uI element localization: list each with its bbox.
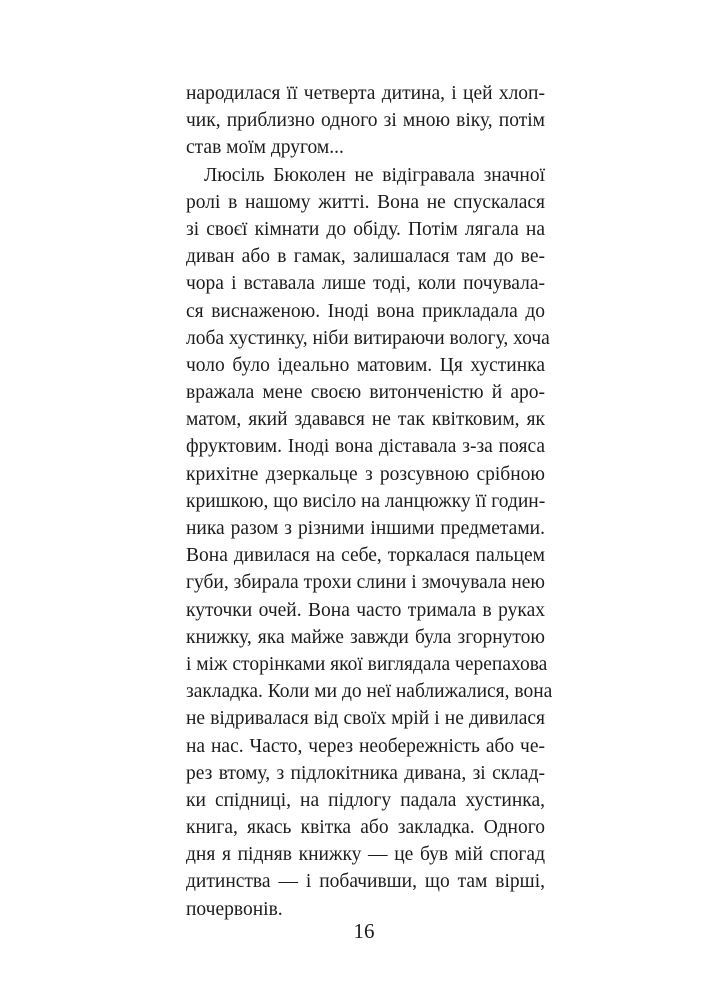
text-line: чора і вставала лише тоді, коли почувала-	[186, 273, 545, 295]
paragraph	[186, 162, 553, 923]
text-line: і між сторінками якої виглядала черепахова	[186, 653, 548, 675]
text-line: зі своєї кімнати до обіду. Потім лягала на	[186, 218, 545, 240]
text-line: ника разом з різними іншими предметами.	[186, 518, 545, 539]
text-line: почервонів.	[186, 898, 283, 920]
text-line: ролі в нашому житті. Вона не спускалася	[186, 191, 545, 213]
text-line: книга, якась квітка або закладка. Одного	[186, 817, 545, 839]
text-line: чик, приблизно одного зі мною віку, потім	[186, 110, 545, 132]
text-line: матом, який здавався не так квітковим, як	[186, 409, 545, 431]
text-line: рез втому, з підлокітника дивана, зі склад-	[186, 762, 545, 784]
text-line: лоба хустинку, ніби витираючи вологу, хоча	[186, 327, 550, 349]
text-line: став моїм другом...	[186, 137, 344, 159]
text-line: куточки очей. Вона часто тримала в руках	[186, 599, 545, 621]
text-line: губи, збирала трохи слини і змочувала нею	[186, 572, 545, 594]
body-text	[186, 80, 553, 923]
text-line: ся виснаженою. Іноді вона прикладала до	[186, 300, 545, 322]
text-line: кришкою, що висіло на ланцюжку її годин-	[186, 490, 546, 512]
paragraph	[186, 80, 545, 162]
text-line: народилася її четверта дитина, і цей хлоп-	[186, 83, 545, 104]
text-line: не відривалася від своїх мрій і не дивилася	[186, 708, 545, 730]
page-number: 16	[353, 919, 375, 943]
text-line: Вона дивилася на себе, торкалася пальцем	[186, 545, 545, 567]
text-line: дитинства — і побачивши, що там вірші,	[186, 871, 545, 893]
text-line: ки спідниці, на підлогу падала хустинка,	[186, 789, 545, 811]
text-line: диван або в гамак, залишалася там до ве-	[186, 246, 545, 268]
text-line: фруктовим. Іноді вона діставала з-за пояса	[186, 436, 545, 458]
text-line: на нас. Часто, через необережність або че-	[186, 735, 545, 757]
text-line: книжку, яка майже завжди була згорнутою	[186, 626, 545, 648]
text-line: крихітне дзеркальце з розсувною срібною	[186, 463, 545, 485]
text-line: дня я підняв книжку — це був мій спогад	[186, 844, 545, 866]
text-line: чоло було ідеально матовим. Ця хустинка	[186, 354, 545, 376]
text-line: закладка. Коли ми до неї наближалися, вона	[186, 681, 553, 703]
text-line: вражала мене своєю витонченістю й аро-	[186, 382, 545, 404]
text-line: Люсіль Бюколен не відігравала значної	[204, 164, 545, 186]
